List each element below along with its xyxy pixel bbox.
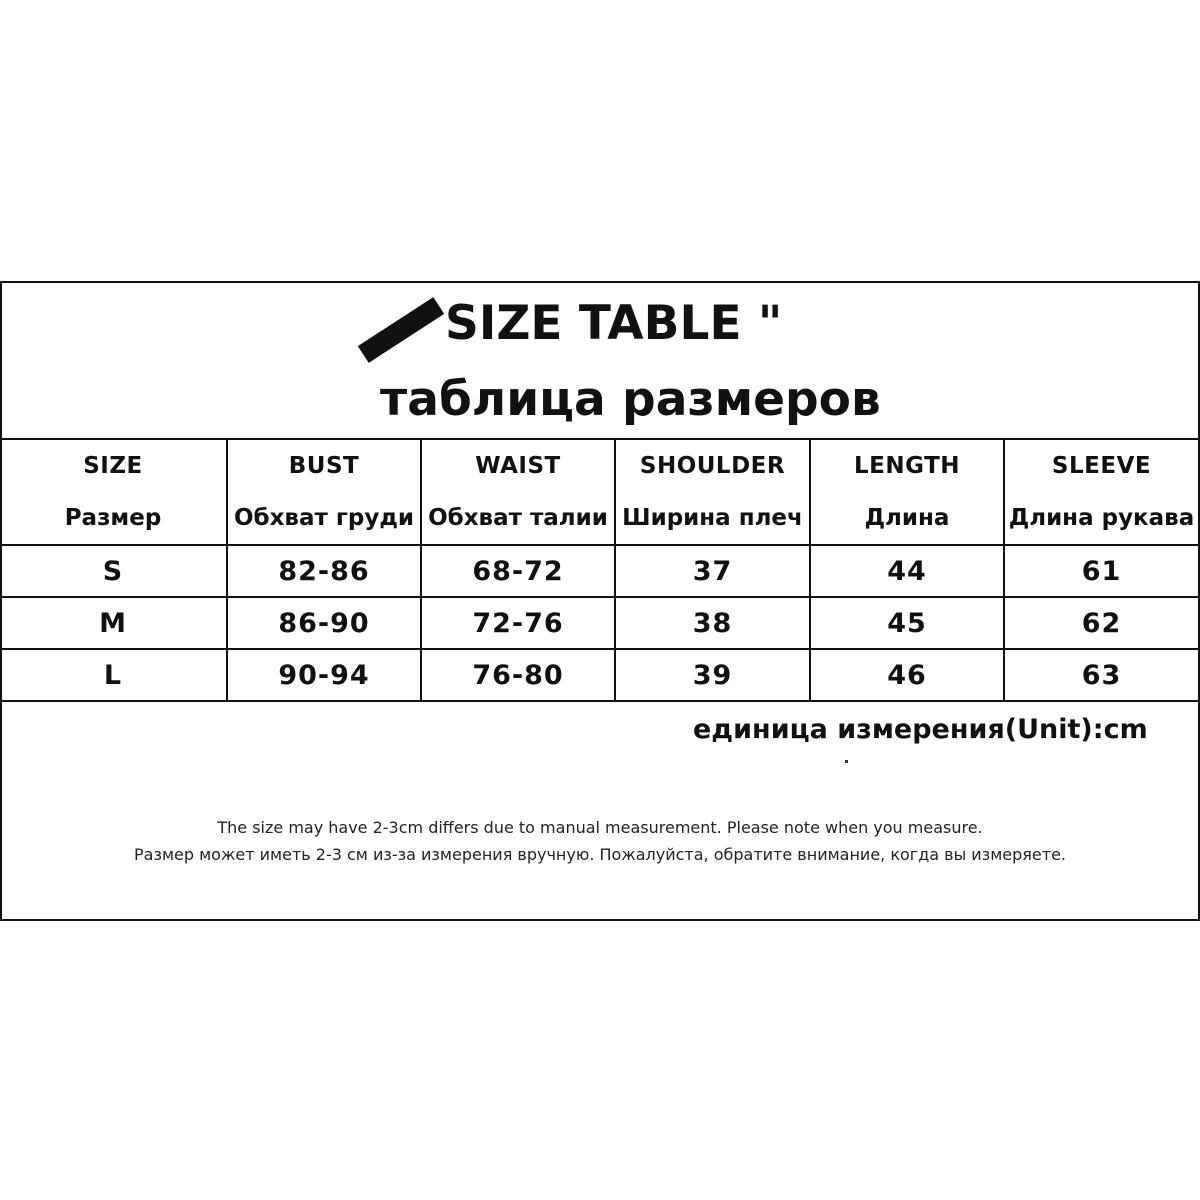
- header-label-ru: Длина: [864, 505, 950, 531]
- cell-sleeve: 62: [1004, 597, 1198, 649]
- cell-size: S: [0, 545, 227, 597]
- unit-note: единица измерения(Unit):cm: [693, 714, 1148, 745]
- cell-bust: 86-90: [227, 597, 421, 649]
- header-bust: [227, 440, 421, 545]
- table-row: [0, 649, 1198, 701]
- header-label-ru: Обхват груди: [233, 505, 415, 531]
- header-sleeve: [1004, 440, 1198, 545]
- cell-sleeve: 61: [1004, 545, 1198, 597]
- header-shoulder: [615, 440, 810, 545]
- table-row: [0, 597, 1198, 649]
- disclaimer-english: The size may have 2-3cm differs due to manual measurement. Please note when you measure.: [217, 818, 983, 837]
- table-header-row: [0, 440, 1198, 545]
- cell-bust: 82-86: [227, 545, 421, 597]
- header-label-en: BUST: [288, 453, 360, 479]
- cell-waist: 72-76: [421, 597, 615, 649]
- cell-size: M: [0, 597, 227, 649]
- cell-shoulder: 38: [615, 597, 810, 649]
- stray-dot: [845, 760, 848, 763]
- header-label-en: WAIST: [475, 453, 561, 479]
- disclaimer-russian: Размер может иметь 2-3 см из-за измерения вручную. Пожалуйста, обратите внимание, когда вы измеряете.: [133, 845, 1066, 864]
- cell-length: 46: [810, 649, 1004, 701]
- header-label-ru: Обхват талии: [428, 505, 608, 531]
- header-label-en: SHOULDER: [639, 453, 786, 479]
- header-size: [0, 440, 227, 545]
- cell-length: 45: [810, 597, 1004, 649]
- header-label-ru: Размер: [64, 505, 162, 531]
- header-label-en: SLEEVE: [1051, 453, 1152, 479]
- title-english: SIZE TABLE ": [445, 296, 783, 351]
- header-waist: [421, 440, 615, 545]
- size-table: [0, 440, 1198, 702]
- title-russian: таблица размеров: [380, 372, 881, 427]
- cell-size: L: [0, 649, 227, 701]
- cell-shoulder: 37: [615, 545, 810, 597]
- header-label-en: SIZE: [83, 453, 143, 479]
- cell-bust: 90-94: [227, 649, 421, 701]
- header-label-en: LENGTH: [853, 453, 961, 479]
- cell-waist: 68-72: [421, 545, 615, 597]
- cell-length: 44: [810, 545, 1004, 597]
- table-row: [0, 545, 1198, 597]
- header-length: [810, 440, 1004, 545]
- header-label-ru: Длина рукава: [1008, 505, 1195, 531]
- header-label-ru: Ширина плеч: [622, 505, 803, 531]
- cell-sleeve: 63: [1004, 649, 1198, 701]
- cell-shoulder: 39: [615, 649, 810, 701]
- cell-waist: 76-80: [421, 649, 615, 701]
